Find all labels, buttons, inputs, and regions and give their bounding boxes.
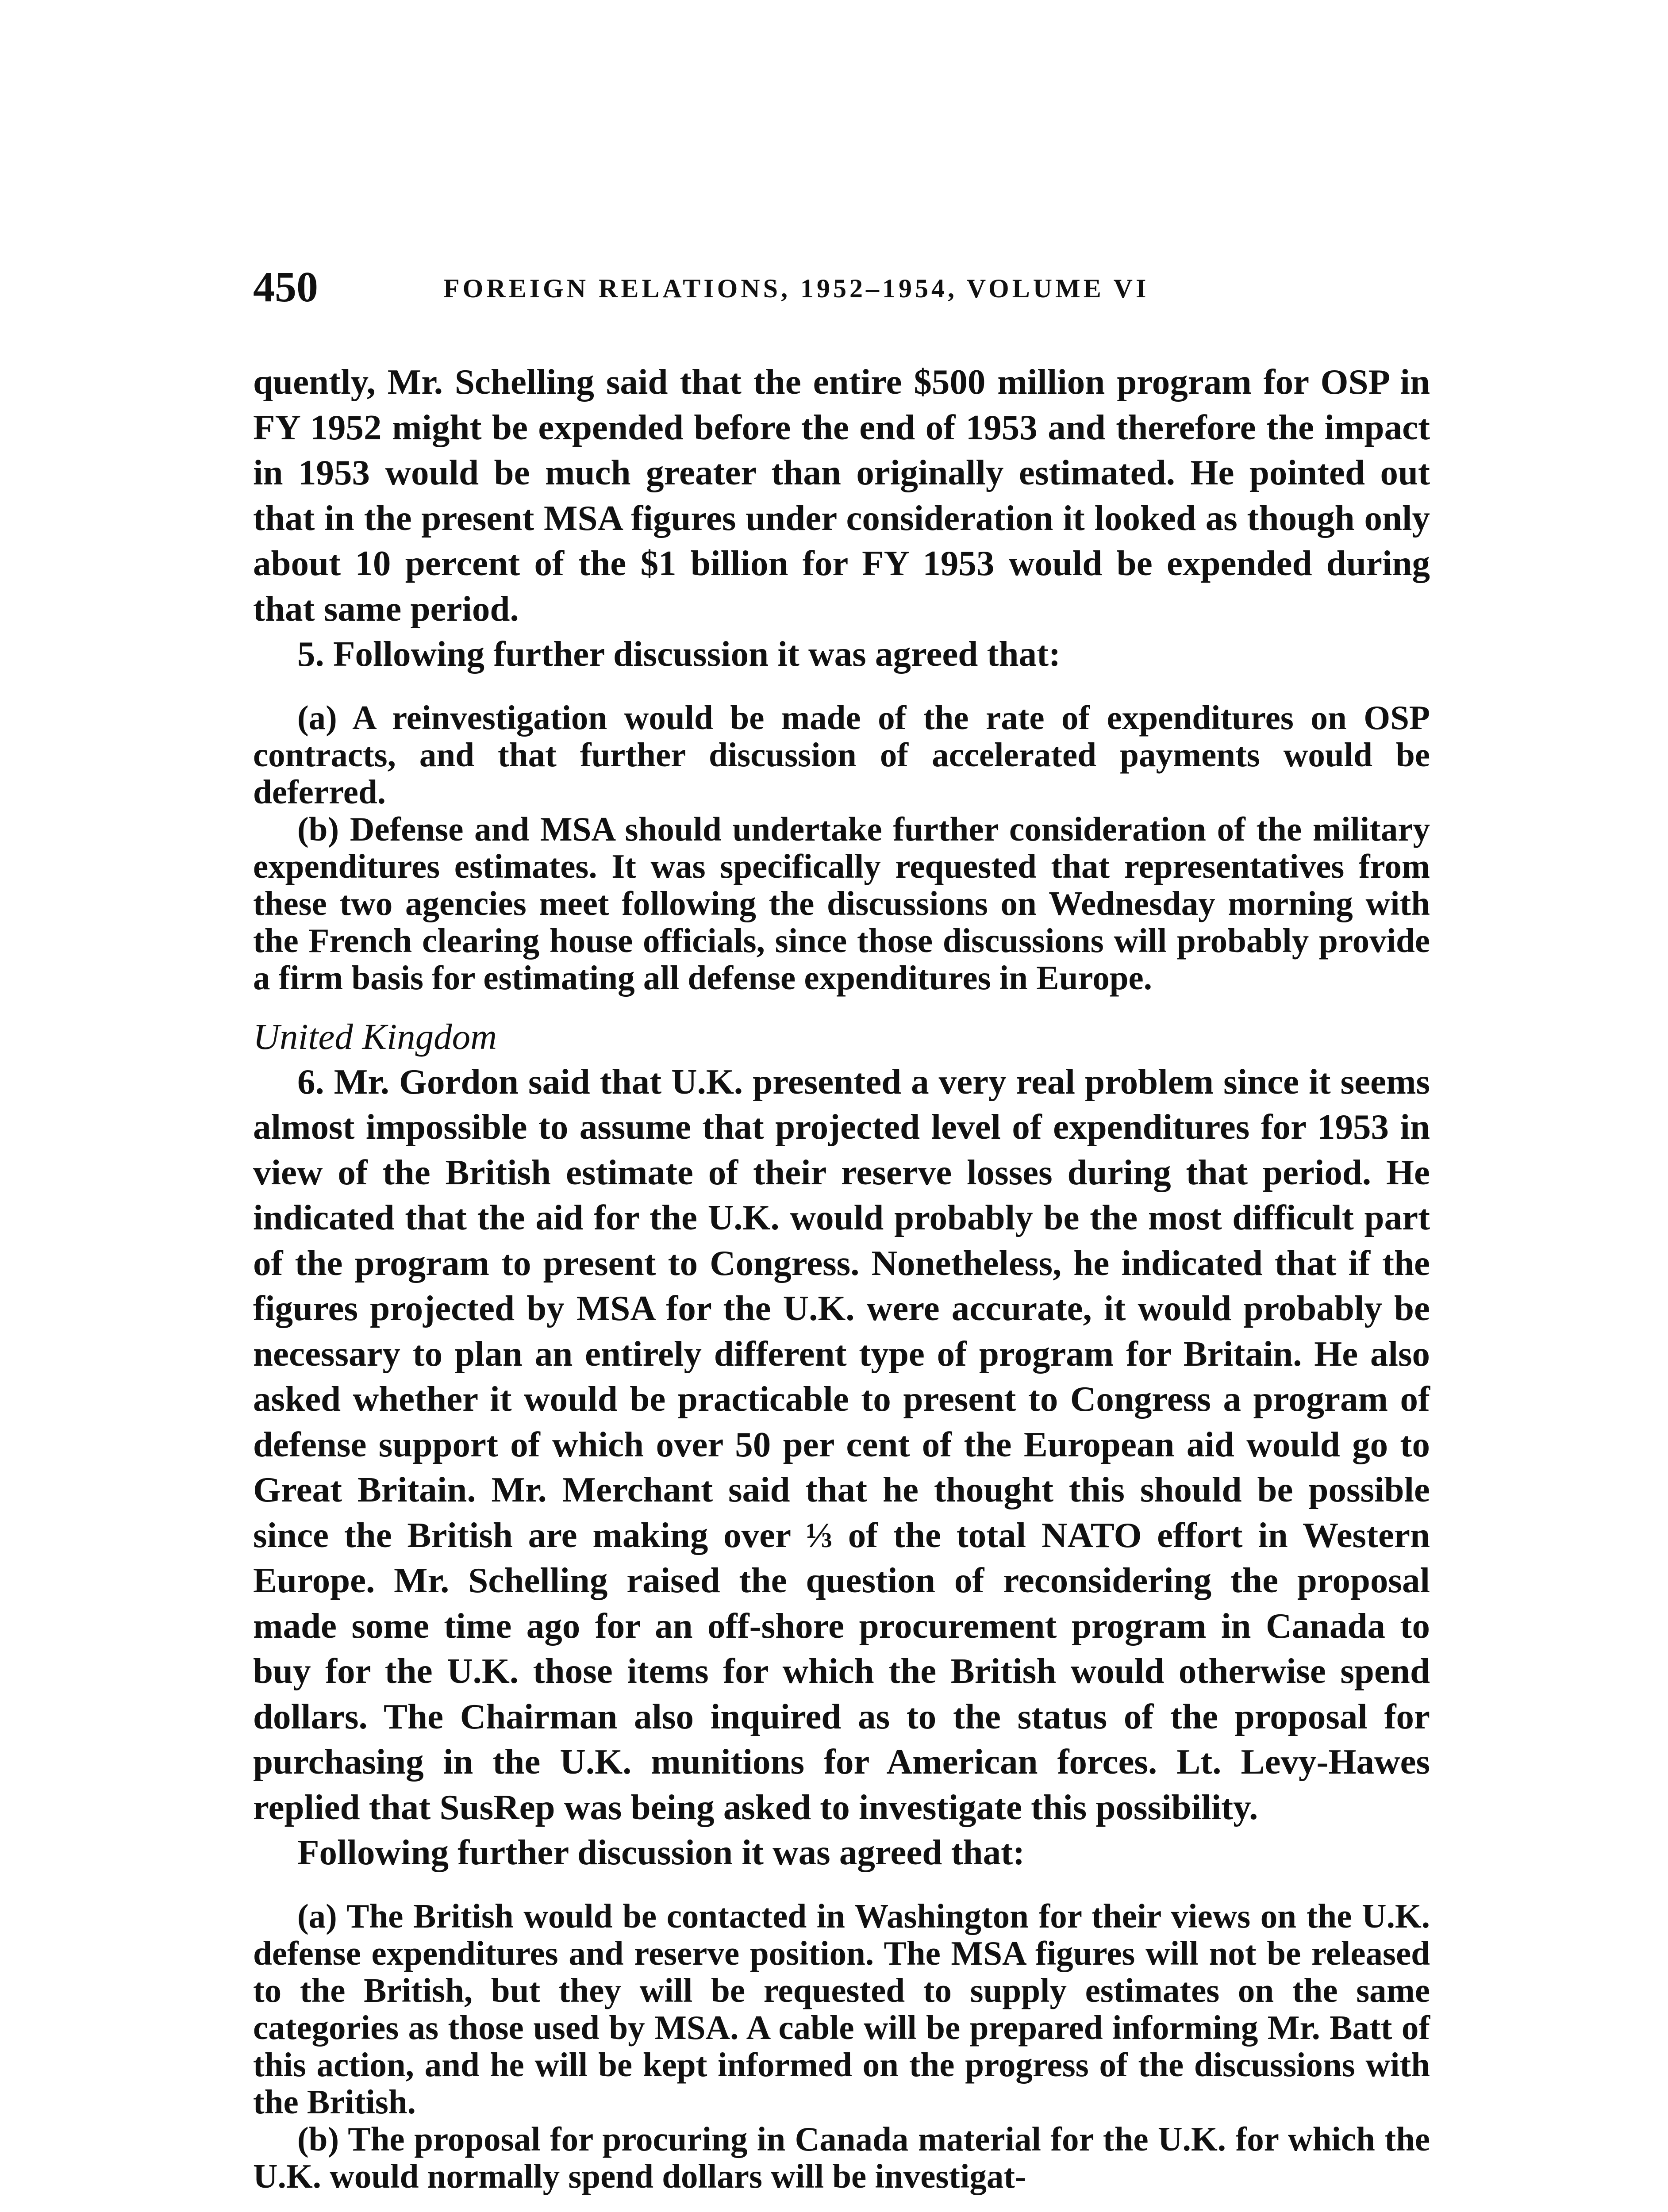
paragraph-agreement-uk: Following further discussion it was agreed that: bbox=[297, 1832, 1025, 1872]
section-heading-united-kingdom: United Kingdom bbox=[253, 1016, 497, 1057]
agreement-item-a: (a) A reinvestigation would be made of the rate of expenditures on OSP contracts, and that further discussion of accelerated payments would be deferred. bbox=[253, 698, 1430, 811]
page-number: 450 bbox=[253, 263, 318, 311]
uk-agreement-item-b: (b) The proposal for procuring in Canada material for the U.K. for which the U.K. would normally spend dollars will be investigat- bbox=[253, 2120, 1430, 2195]
document-page bbox=[253, 265, 1430, 2195]
agreement-item-b: (b) Defense and MSA should undertake further consideration of the military expenditures estimates. It was specifically requested that representatives from these two agencies meet following the discussions on Wednesday morning with the French clearing house officials, since those discussions will probably provide a firm basis for estimating all defense expenditures in Europe. bbox=[253, 810, 1430, 997]
page-header bbox=[253, 265, 1430, 323]
paragraph-continuation: quently, Mr. Schelling said that the entire $500 million program for OSP in FY 1952 might be expended before the end of 1953 and therefore the impact in 1953 would be much greater than originally estimated. He pointed out that in the present MSA figures under consideration it looked as though only about 10 percent of the $1 billion for FY 1953 would be expended during that same period. bbox=[253, 362, 1430, 629]
running-head: FOREIGN RELATIONS, 1952–1954, VOLUME VI bbox=[443, 274, 1149, 303]
paragraph-6: 6. Mr. Gordon said that U.K. presented a very real problem since it seems almost impossible to assume that projected level of expenditures for 1953 in view of the British estimate of their reserve losses during that period. He indicated that the aid for the U.K. would probably be the most difficult part of the program to present to Congress. Nonetheless, he indicated that if the figures projected by MSA for the U.K. were accurate, it would probably be necessary to plan an entirely different type of program for Britain. He also asked whether it would be practicable to present to Congress a program of defense support of which over 50 per cent of the European aid would go to Great Britain. Mr. Merchant said that he thought this should be possible since the British are making over ⅓ of the total NATO effort in Western Europe. Mr. Schelling raised the question of reconsidering the proposal made some time ago for an off-shore procurement program in Canada to buy for the U.K. those items for which the British would otherwise spend dollars. The Chairman also inquired as to the status of the proposal for purchasing in the U.K. munitions for American forces. Lt. Levy-Hawes replied that SusRep was being asked to investigate this possibility. bbox=[253, 1061, 1430, 1827]
uk-agreement-item-a: (a) The British would be contacted in Washington for their views on the U.K. defense expenditures and reserve position. The MSA figures will not be released to the British, but they will be requested to supply estimates on the same categories as those used by MSA. A cable will be prepared informing Mr. Batt of this action, and he will be kept informed on the progress of the discussions with the British. bbox=[253, 1897, 1430, 2121]
paragraph-agreement-5: 5. Following further discussion it was agreed that: bbox=[297, 634, 1061, 674]
